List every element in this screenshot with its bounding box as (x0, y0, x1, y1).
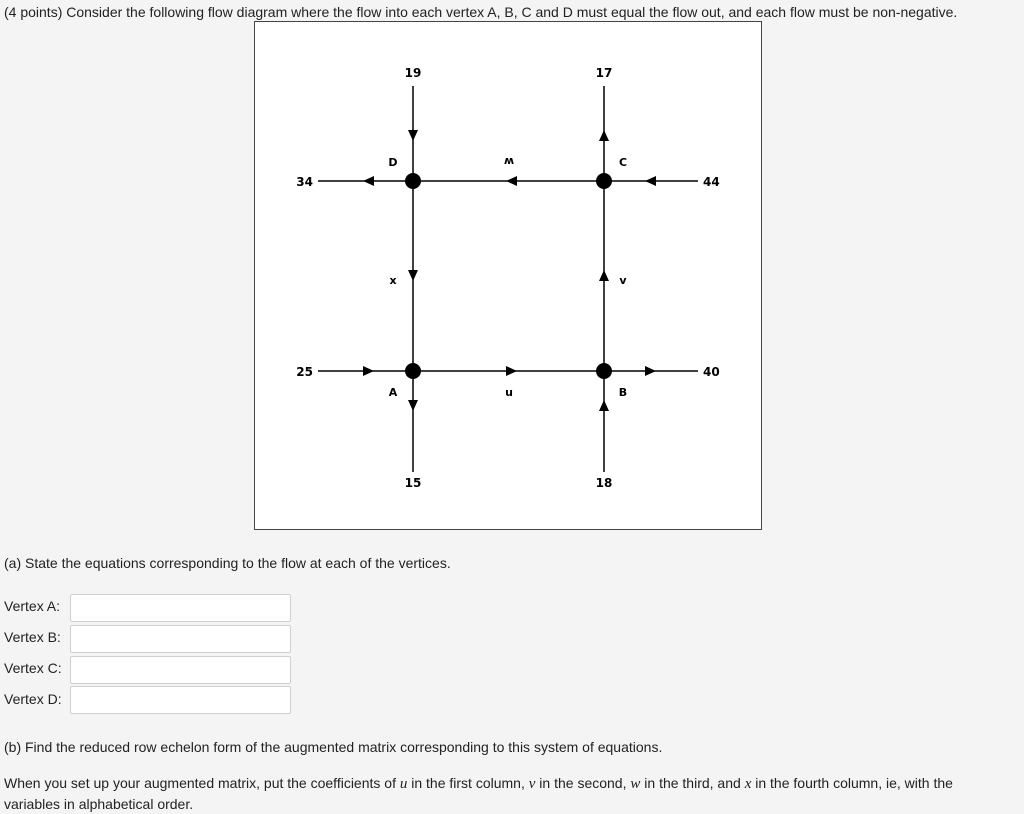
vertex-label-b: B (618, 386, 628, 399)
vertex-label-c: C (618, 156, 628, 169)
setup-text-3: in the second, (535, 775, 631, 791)
matrix-setup-instructions (4, 773, 1004, 814)
flow-label-left-bottom: 25 (296, 365, 313, 379)
arrow-right-25 (363, 366, 374, 376)
vertex-label-d: D (388, 156, 398, 169)
arrow-up-v (599, 270, 609, 281)
arrow-down-15 (408, 400, 418, 411)
vertex-a-label: Vertex A: (4, 598, 61, 614)
variable-label-w: w (503, 155, 515, 168)
var-w: w (630, 776, 641, 792)
arrow-right-u (506, 366, 517, 376)
var-u: u (399, 776, 408, 792)
vertex-b-dot (596, 363, 612, 379)
flow-label-bottom-left: 15 (404, 476, 422, 490)
flow-label-top-right: 17 (595, 66, 613, 80)
setup-text-1: When you set up your augmented matrix, put the coefficients of (4, 775, 400, 791)
variable-label-x: x (389, 274, 397, 287)
arrow-left-44 (645, 176, 656, 186)
arrow-down-19 (408, 130, 418, 141)
vertex-a-input[interactable] (70, 594, 291, 622)
flow-label-right-bottom: 40 (703, 365, 720, 379)
variable-label-v: v (619, 274, 627, 287)
vertex-c-dot (596, 173, 612, 189)
question-intro: (4 points) Consider the following flow diagram where the flow into each vertex A, B, C and D must equal the flow out, and each flow must be non-negative. (4, 4, 958, 20)
variable-label-u: u (505, 386, 513, 399)
flow-diagram (254, 21, 762, 530)
vertex-b-label: Vertex B: (4, 629, 61, 645)
arrow-up-18 (599, 400, 609, 411)
vertex-c-input[interactable] (70, 656, 291, 684)
arrow-right-40 (645, 366, 656, 376)
vertex-d-label: Vertex D: (4, 691, 62, 707)
vertex-b-input[interactable] (70, 625, 291, 653)
vertex-label-a: A (388, 386, 398, 399)
flow-label-bottom-right: 18 (595, 476, 613, 490)
vertices (405, 173, 612, 379)
arrow-left-34 (363, 176, 374, 186)
flow-diagram-svg (255, 22, 761, 529)
arrow-left-w (506, 176, 517, 186)
setup-text-5: in the fourth column, ie, with the variables in alphabetical order. (4, 775, 953, 812)
arrow-up-17 (599, 130, 609, 141)
arrow-down-x (408, 270, 418, 281)
setup-text-4: in the third, and (640, 775, 745, 791)
part-b-prompt: (b) Find the reduced row echelon form of the augmented matrix corresponding to this system of equations. (4, 739, 663, 755)
edges (318, 86, 698, 472)
flow-label-top-left: 19 (404, 66, 422, 80)
var-v: v (528, 776, 536, 792)
flow-label-right-top: 44 (703, 175, 720, 189)
var-x: x (744, 776, 752, 792)
flow-label-left-top: 34 (296, 175, 313, 189)
vertex-d-dot (405, 173, 421, 189)
part-a-prompt: (a) State the equations corresponding to the flow at each of the vertices. (4, 555, 451, 571)
vertex-d-input[interactable] (70, 686, 291, 714)
vertex-c-label: Vertex C: (4, 660, 62, 676)
setup-text-2: in the first column, (407, 775, 529, 791)
vertex-a-dot (405, 363, 421, 379)
